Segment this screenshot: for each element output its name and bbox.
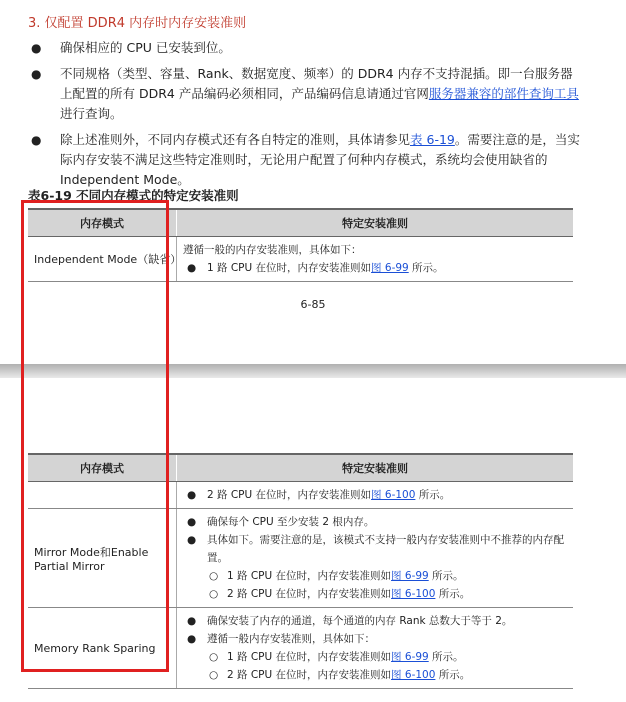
rules-cell: 遵循一般的内存安装准则，具体如下： ● 1 路 CPU 在位时，内存安装准则如图 6-99 所示。 [177, 237, 574, 282]
figure-link[interactable]: 图 6-99 [371, 262, 409, 274]
section-heading: 3. 仅配置 DDR4 内存时内存安装准则 [28, 16, 247, 31]
page-divider [0, 364, 626, 378]
col-header-rules: 特定安装准则 [177, 454, 574, 482]
bullet-icon: ● [187, 489, 197, 501]
page-number: 6-85 [300, 298, 326, 311]
table-caption: 表6-19 不同内存模式的特定安装准则 [28, 188, 239, 203]
memory-mode-table-page1 [28, 208, 573, 282]
col-header-mode: 内存模式 [28, 209, 177, 237]
table-header-row [28, 454, 573, 482]
bullet-icon: ● [187, 615, 197, 627]
bullet-icon: ● [31, 67, 42, 81]
mode-cell: Memory Rank Sparing [28, 608, 177, 689]
figure-link[interactable]: 图 6-100 [391, 669, 436, 681]
sub-bullet-icon: ○ [209, 651, 219, 663]
table-row [28, 482, 573, 509]
figure-link[interactable]: 图 6-99 [391, 651, 429, 663]
bullet-icon: ● [187, 262, 197, 274]
memory-mode-table-page2 [28, 453, 573, 689]
bullet-icon: ● [31, 41, 42, 55]
bullet-icon: ● [187, 516, 197, 528]
guideline-item: ● 除上述准则外，不同内存模式还有各自特定的准则，具体请参见表 6-19。需要注意的是，当实际内存安装不满足这些特定准则时，无论用户配置了何种内存模式，系统均会使用缺省的 Independent Mode。 [31, 132, 580, 187]
rules-cell: ● 确保每个 CPU 至少安装 2 根内存。 ● 具体如下。需要注意的是，该模式不支持一般内存安装准则中不推荐的内存配置。 ○ 1 路 CPU 在位时，内存安装准则如图 6-99 所示。 ○ 2 路 CPU 在位时，内存安装准则如图 6-100 所示。 [177, 509, 574, 608]
rules-cell: ● 确保安装了内存的通道，每个通道的内存 Rank 总数大于等于 2。 ● 遵循一般内存安装准则，具体如下： ○ 1 路 CPU 在位时，内存安装准则如图 6-99 所示。 ○ 2 路 CPU 在位时，内存安装准则如图 6-100 所示。 [177, 608, 574, 689]
col-header-rules: 特定安装准则 [177, 209, 574, 237]
table-row [28, 509, 573, 608]
sub-bullet-icon: ○ [209, 669, 219, 681]
bullet-icon: ● [187, 534, 197, 546]
sub-bullet-icon: ○ [209, 570, 219, 582]
table-ref-link[interactable]: 表 6-19 [410, 132, 455, 147]
guideline-list [28, 38, 580, 196]
table-header-row [28, 209, 573, 237]
bullet-icon: ● [31, 133, 42, 147]
table-row [28, 608, 573, 689]
figure-link[interactable]: 图 6-100 [391, 588, 436, 600]
figure-link[interactable]: 图 6-100 [371, 489, 416, 501]
rules-cell: ● 2 路 CPU 在位时，内存安装准则如图 6-100 所示。 [177, 482, 574, 509]
figure-link[interactable]: 图 6-99 [391, 570, 429, 582]
guideline-item: ● 确保相应的 CPU 已安装到位。 [28, 38, 580, 58]
bullet-icon: ● [187, 633, 197, 645]
mode-cell: Independent Mode（缺省） [28, 237, 177, 282]
table-row [28, 237, 573, 282]
sub-bullet-icon: ○ [209, 588, 219, 600]
compat-tool-link[interactable]: 服务器兼容的部件查询工具 [428, 86, 579, 101]
col-header-mode: 内存模式 [28, 454, 177, 482]
mode-cell: Mirror Mode和Enable Partial Mirror [28, 509, 177, 608]
guideline-item: ● 不同规格（类型、容量、Rank、数据宽度、频率）的 DDR4 内存不支持混插。即一台服务器上配置的所有 DDR4 产品编码必须相同，产品编码信息请通过官网服务器兼容的部件查询工具进行查询。 [31, 66, 579, 121]
